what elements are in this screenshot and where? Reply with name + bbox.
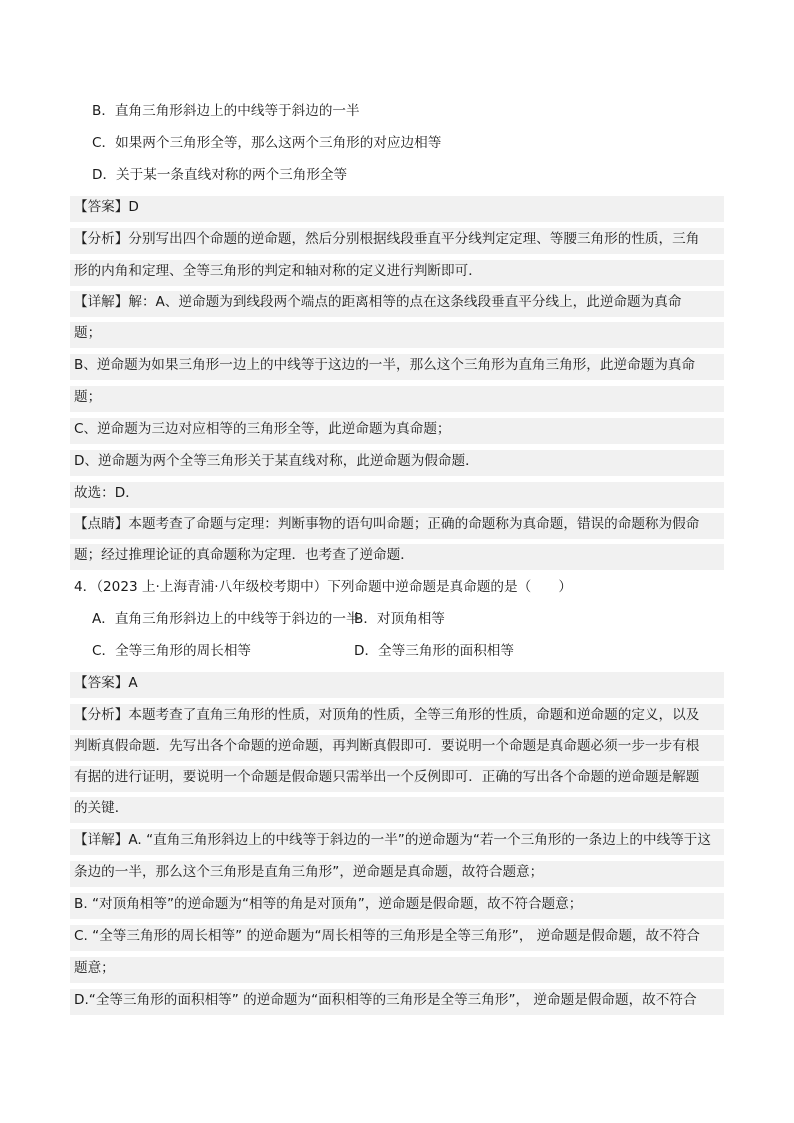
- choice-q3: 故选：D．: [70, 482, 724, 508]
- detail-q3-line6: D、逆命题为两个全等三角形关于某直线对称，此逆命题为假命题．: [70, 450, 724, 476]
- analysis-q4-line3: 有据的进行证明，要说明一个命题是假命题只需举出一个反例即可．正确的写出各个命题的逆命题是解题: [70, 766, 724, 792]
- option-c-q3: C．如果两个三角形全等，那么这两个三角形的对应边相等: [92, 135, 442, 151]
- analysis-q4-line1: 【分析】本题考查了直角三角形的性质，对顶角的性质，全等三角形的性质，命题和逆命题的定义，以及: [70, 704, 724, 730]
- detail-q4-line4: C. “全等三角形的周长相等” 的逆命题为“周长相等的三角形是全等三角形”， 逆命题是假命题，故不符合: [70, 925, 724, 951]
- answer-q3: 【答案】D: [70, 196, 724, 222]
- question-4-stem: 4．（2023 上·上海青浦·八年级校考期中）下列命题中逆命题是真命题的是（ ）: [74, 579, 572, 595]
- question-4-options-row2: [88, 640, 728, 666]
- analysis-q3-line2: 形的内角和定理、全等三角形的判定和轴对称的定义进行判断即可．: [70, 260, 724, 286]
- answer-q4: 【答案】A: [70, 672, 724, 698]
- detail-q3-line4: 题；: [70, 386, 724, 412]
- option-b-q4: B．对顶角相等: [354, 611, 445, 627]
- detail-q4-line1: 【详解】A. “直角三角形斜边上的中线等于斜边的一半”的逆命题为“若一个三角形的一条边上的中线等于这: [70, 829, 724, 855]
- option-c-q4: C．全等三角形的周长相等: [92, 643, 252, 659]
- option-b-q3: B．直角三角形斜边上的中线等于斜边的一半: [92, 103, 360, 119]
- detail-q4-line5: 题意；: [70, 957, 724, 983]
- option-d-q3: D．关于某一条直线对称的两个三角形全等: [92, 167, 348, 183]
- analysis-q3-line1: 【分析】分别写出四个命题的逆命题，然后分别根据线段垂直平分线判定定理、等腰三角形的性质，三角: [70, 228, 724, 254]
- detail-q3-line2: 题；: [70, 322, 724, 348]
- detail-q3-line5: C、逆命题为三边对应相等的三角形全等，此逆命题为真命题；: [70, 418, 724, 444]
- question-4-options-row1: [88, 608, 728, 634]
- detail-q3-line3: B、逆命题为如果三角形一边上的中线等于这边的一半，那么这个三角形为直角三角形，此逆命题为真命: [70, 354, 724, 380]
- analysis-q4-line4: 的关键．: [70, 797, 724, 823]
- detail-q4-line6: D.“全等三角形的面积相等” 的逆命题为“面积相等的三角形是全等三角形”， 逆命题是假命题，故不符合: [70, 989, 724, 1015]
- detail-q4-line2: 条边的一半，那么这个三角形是直角三角形”，逆命题是真命题，故符合题意；: [70, 861, 724, 887]
- option-a-q4: A．直角三角形斜边上的中线等于斜边的一半: [92, 611, 360, 627]
- option-d-q4: D．全等三角形的面积相等: [354, 643, 514, 659]
- comment-q3-line1: 【点睛】本题考查了命题与定理：判断事物的语句叫命题；正确的命题称为真命题，错误的命题称为假命: [70, 513, 724, 539]
- detail-q3-line1: 【详解】解：A、逆命题为到线段两个端点的距离相等的点在这条线段垂直平分线上，此逆命题为真命: [70, 291, 724, 317]
- comment-q3-line2: 题；经过推理论证的真命题称为定理．也考查了逆命题．: [70, 544, 724, 570]
- detail-q4-line3: B. “对顶角相等”的逆命题为“相等的角是对顶角”，逆命题是假命题，故不符合题意；: [70, 893, 724, 919]
- analysis-q4-line2: 判断真假命题．先写出各个命题的逆命题，再判断真假即可．要说明一个命题是真命题必须一步一步有根: [70, 735, 724, 761]
